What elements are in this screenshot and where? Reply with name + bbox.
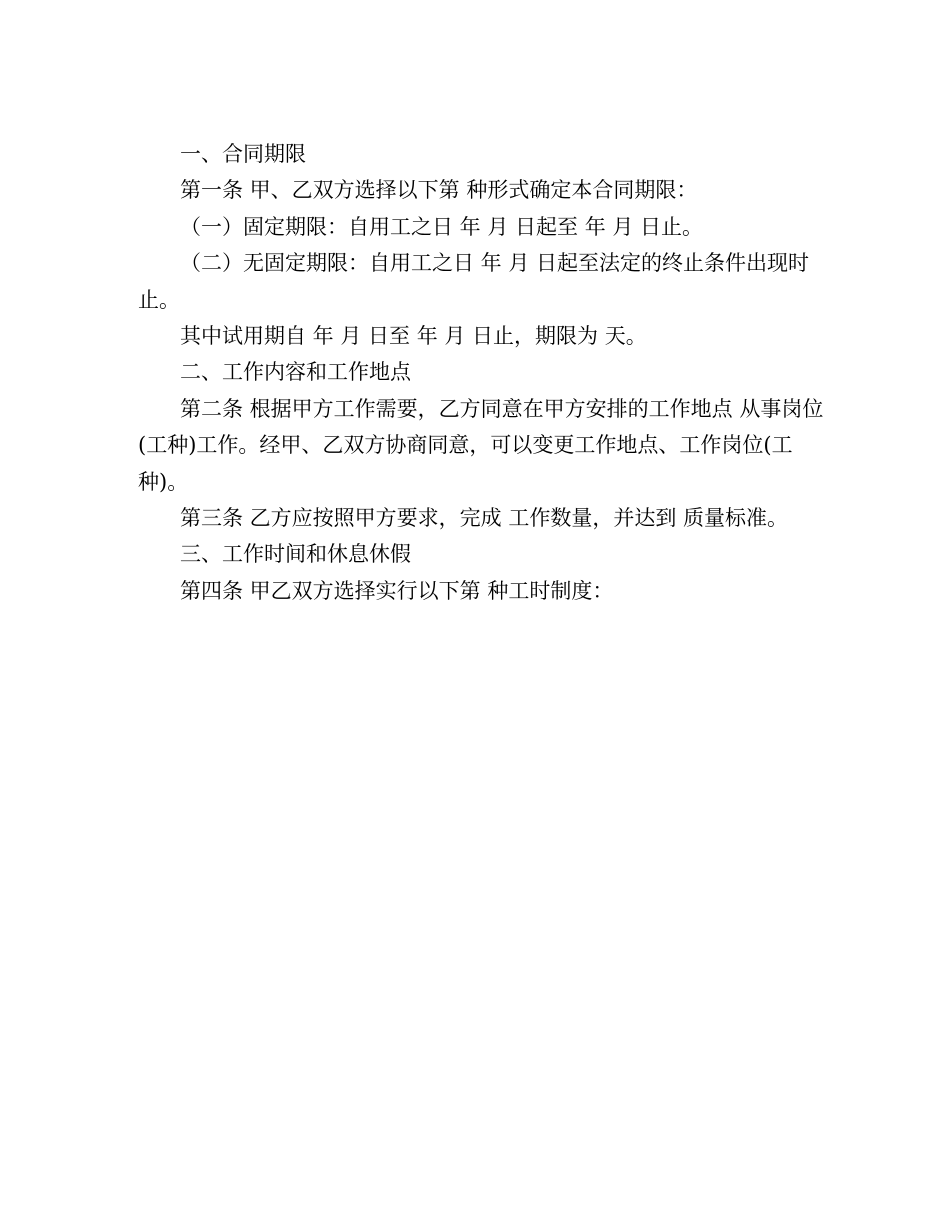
document-body (138, 136, 828, 609)
clause-open-term: （二）无固定期限：自用工之日 年 月 日起至法定的终止条件出现时止。 (138, 251, 810, 312)
article-3: 第三条 乙方应按照甲方要求，完成 工作数量，并达到 质量标准。 (180, 506, 789, 531)
clause-fixed-term: （一）固定期限：自用工之日 年 月 日起至 年 月 日止。 (180, 214, 704, 239)
probation-period: 其中试用期自 年 月 日至 年 月 日止，期限为 天。 (180, 324, 647, 349)
article-1: 第一条 甲、乙双方选择以下第 种形式确定本合同期限： (180, 178, 698, 203)
section-heading-work-content: 二、工作内容和工作地点 (180, 360, 411, 385)
section-heading-contract-term: 一、合同期限 (180, 142, 306, 166)
article-2: 第二条 根据甲方工作需要，乙方同意在甲方安排的工作地点 从事岗位(工种)工作。经甲、乙双方协商同意，可以变更工作地点、工作岗位(工种)。 (138, 396, 824, 494)
article-4: 第四条 甲乙双方选择实行以下第 种工时制度： (180, 578, 614, 603)
section-heading-work-hours: 三、工作时间和休息休假 (180, 542, 411, 567)
